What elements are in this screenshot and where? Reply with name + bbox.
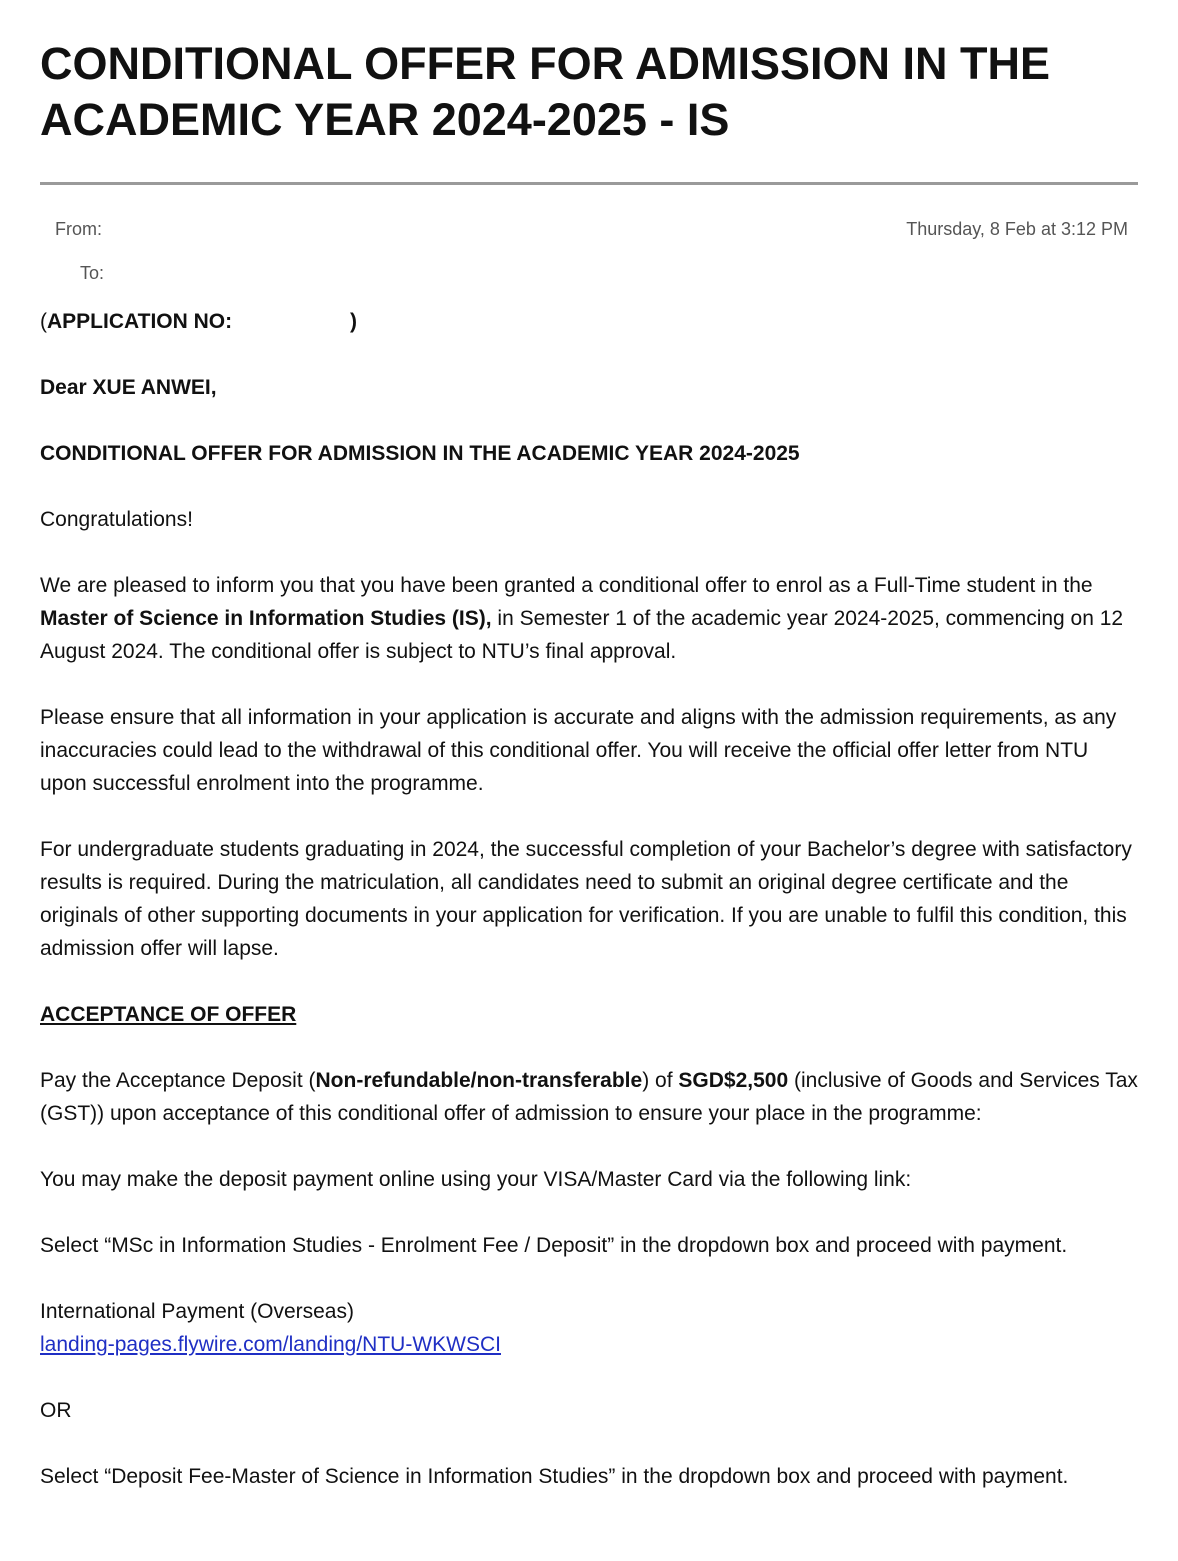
app-no-open-paren: ( xyxy=(40,310,47,333)
intl-payment-label: International Payment (Overseas) xyxy=(40,1300,354,1323)
p4-text-c: (inclusive of Goods and Services Tax (GST)) upon acceptance of this conditional offer of admission to ensure your place in the programme: xyxy=(40,1069,1138,1125)
greeting: Dear XUE ANWEI, xyxy=(40,376,217,399)
application-number xyxy=(40,305,1138,338)
email-meta xyxy=(40,185,1138,285)
or-text: OR xyxy=(40,1399,72,1422)
app-no-label: APPLICATION NO: xyxy=(47,310,233,333)
p1-text-a: We are pleased to inform you that you have been granted a conditional offer to enrol as a Full-Time student in the xyxy=(40,574,1093,597)
intl-payment-link-line xyxy=(40,1328,1138,1361)
email-date: Thursday, 8 Feb at 3:12 PM xyxy=(906,219,1128,239)
email-body xyxy=(40,305,1138,1493)
non-refundable-text: Non-refundable/non-transferable xyxy=(315,1069,643,1092)
paragraph-select-deposit: Select “Deposit Fee-Master of Science in Information Studies” in the dropdown box and proceed with payment. xyxy=(40,1465,1069,1488)
programme-name: Master of Science in Information Studies (IS), xyxy=(40,607,492,630)
to-label: To: xyxy=(80,263,105,283)
flywire-link[interactable]: landing-pages.flywire.com/landing/NTU-WKWSCI xyxy=(40,1333,501,1356)
email-view xyxy=(40,0,1138,1493)
p4-text-a: Pay the Acceptance Deposit ( xyxy=(40,1069,316,1092)
congrats-text: Congratulations! xyxy=(40,508,193,531)
paragraph-undergrad: For undergraduate students graduating in 2024, the successful completion of your Bachelor’s degree with satisfactory results is required. During the matriculation, all candidates need to submit an original degree certificate and the originals of other supporting documents in your application for verification. If you are unable to fulfil this condition, this admission offer will lapse. xyxy=(40,838,1132,960)
p4-text-b: ) of xyxy=(642,1069,679,1092)
paragraph-offer xyxy=(40,569,1138,668)
deposit-amount: SGD$2,500 xyxy=(678,1069,789,1092)
p1-text-b: in Semester 1 of the academic year 2024-2025, commencing on 12 August 2024. The conditional offer is subject to NTU’s final approval. xyxy=(40,607,1124,663)
paragraph-accuracy: Please ensure that all information in your application is accurate and aligns with the admission requirements, as any inaccuracies could lead to the withdrawal of this conditional offer. You will receive the official offer letter from NTU upon successful enrolment into the programme. xyxy=(40,706,1117,795)
email-subject: CONDITIONAL OFFER FOR ADMISSION IN THE ACADEMIC YEAR 2024-2025 - IS xyxy=(40,38,1050,145)
offer-heading: CONDITIONAL OFFER FOR ADMISSION IN THE ACADEMIC YEAR 2024-2025 xyxy=(40,442,800,465)
acceptance-heading: ACCEPTANCE OF OFFER xyxy=(40,1003,297,1026)
app-no-close-paren: ) xyxy=(350,310,357,333)
from-label: From: xyxy=(55,219,102,239)
paragraph-select-msc: Select “MSc in Information Studies - Enrolment Fee / Deposit” in the dropdown box and proceed with payment. xyxy=(40,1234,1068,1257)
paragraph-deposit xyxy=(40,1064,1138,1130)
paragraph-payment-method: You may make the deposit payment online using your VISA/Master Card via the following link: xyxy=(40,1168,912,1191)
